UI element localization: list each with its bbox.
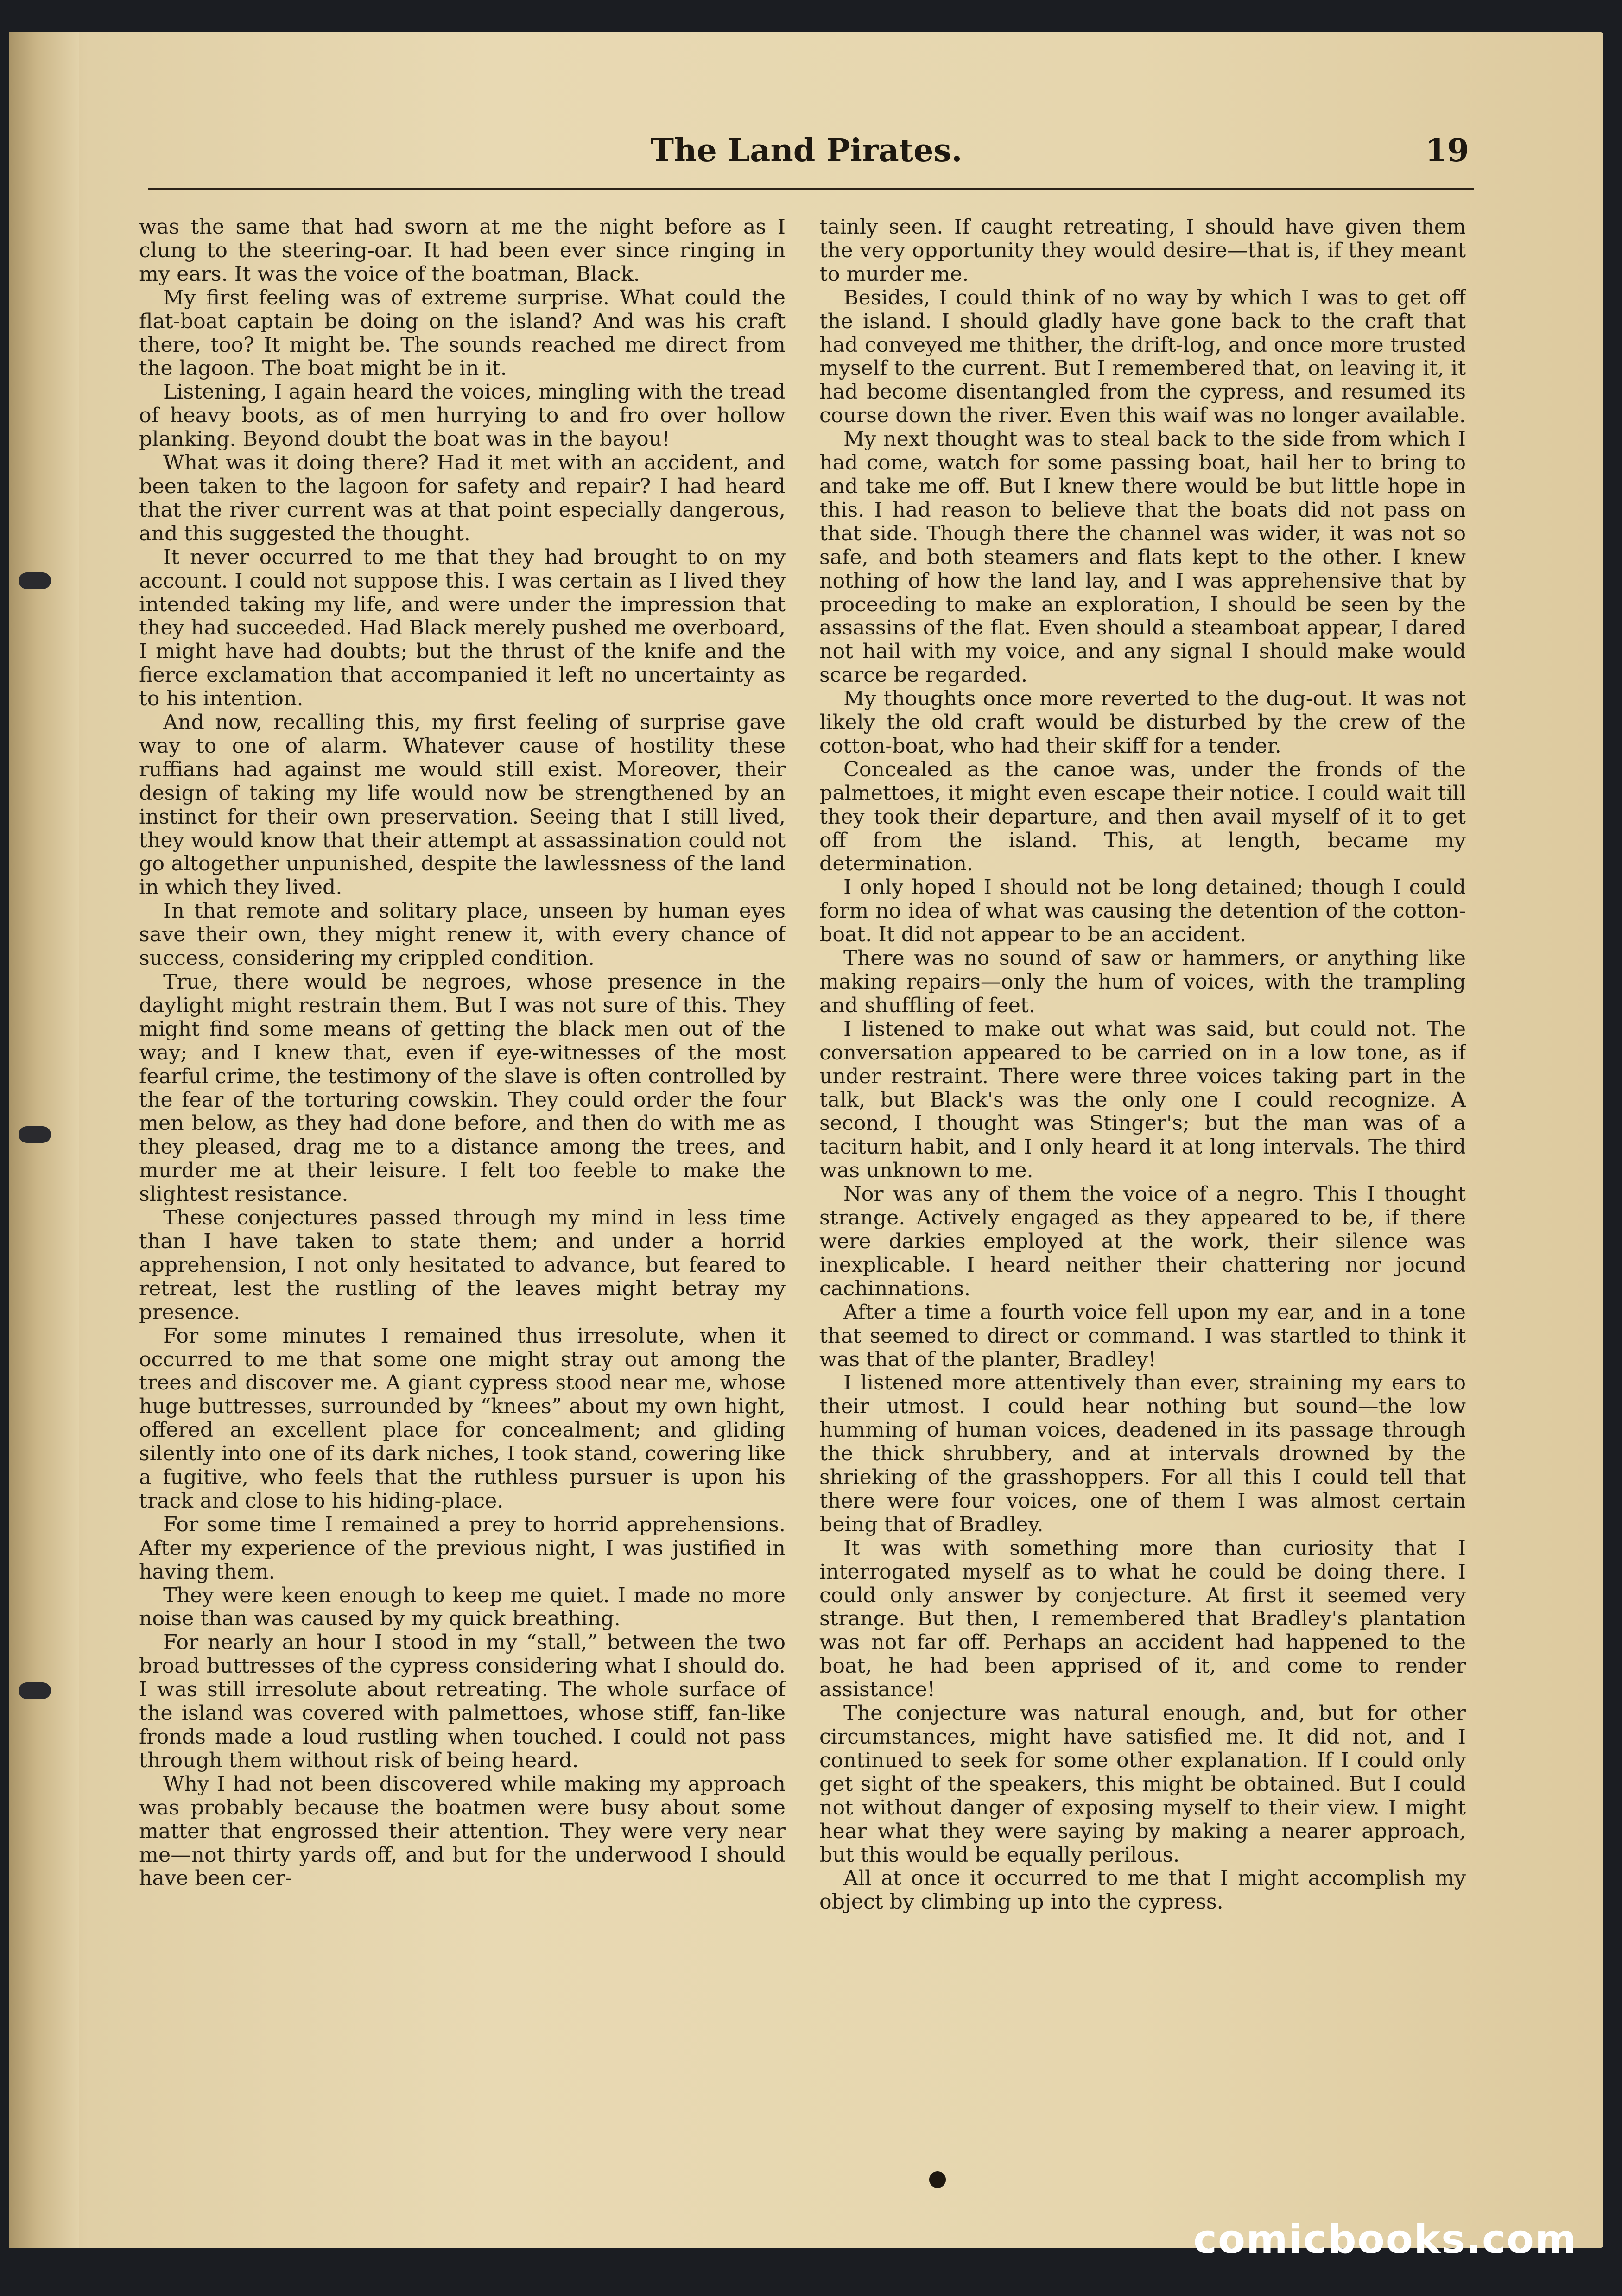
paragraph: What was it doing there? Had it met with an accident, and been taken to the lagoon for safety and repair? I had heard that the river current was at that point especially dangerous, and this suggested the thought. (139, 451, 786, 545)
paragraph: The conjecture was natural enough, and, but for other circumstances, might have satisfied me. It did not, and I continued to seek for some other explanation. If I could only get sight of the speakers, this might be obtained. But I could not without danger of exposing myself to their view. I might hear what they were saying by making a nearer approach, but this would be equally perilous. (819, 1701, 1466, 1867)
paragraph: Nor was any of them the voice of a negro. This I thought strange. Actively engaged as they appeared to be, if there were darkies employed at the work, their silence was inexplicable. I heard neither their chattering nor jocund cachinnations. (819, 1182, 1466, 1300)
paragraph: My next thought was to steal back to the side from which I had come, watch for some passing boat, hail her to bring to and take me off. But I knew there would be but little hope in this. I had reason to believe that the boats did not pass on that side. Though there the channel was wider, it was not so safe, and both steamers and flats kept to the other. I knew nothing of how the land lay, and I was apprehensive that by proceeding to make an exploration, I should be seen by the assassins of the flat. Even should a steamboat appear, I dared not hail with my voice, and any signal I should make would scarce be regarded. (819, 427, 1466, 687)
left-column (139, 216, 786, 2148)
paragraph: For some time I remained a prey to horrid apprehensions. After my experience of the previous night, I was justified in having them. (139, 1512, 786, 1584)
paragraph: was the same that had sworn at me the night before as I clung to the steering-oar. It had been ever since ringing in my ears. It was the voice of the boatman, Black. (139, 216, 786, 286)
page-number: 19 (1425, 132, 1469, 169)
paragraph: Concealed as the canoe was, under the fronds of the palmettoes, it might even escape their notice. I could wait till they took their departure, and then avail myself of it to get off from the island. This, at length, became my determination. (819, 757, 1466, 876)
paragraph: Why I had not been discovered while making my approach was probably because the boatmen were busy about some matter that engrossed their attention. They were very near me—not thirty yards off, and but for the underwood I should have been cer- (139, 1772, 786, 1890)
paragraph: My first feeling was of extreme surprise. What could the flat-boat captain be doing on the island? And was his craft there, too? It might be. The sounds reached me direct from the lagoon. The boat might be in it. (139, 285, 786, 381)
paragraph: Besides, I could think of no way by which I was to get off the island. I should gladly have gone back to the craft that had conveyed me thither, the drift-log, and once more trusted myself to the current. But I remembered that, on leaving it, it had become disentangled from the cypress, and resumed its course down the river. Even this waif was no longer available. (819, 285, 1466, 428)
paragraph: There was no sound of saw or hammers, or anything like making repairs—only the hum of voices, with the trampling and shuffling of feet. (819, 946, 1466, 1017)
paragraph: I listened to make out what was said, but could not. The conversation appeared to be carried on in a low tone, as if under restraint. There were three voices taking part in the talk, but Black's was the only one I could recognize. A second, I thought was Stinger's; but the man was of a taciturn habit, and I only heard it at long intervals. The third was unknown to me. (819, 1017, 1466, 1183)
paragraph: In that remote and solitary place, unseen by human eyes save their own, they might renew it, with every chance of success, considering my crippled condition. (139, 899, 786, 970)
paragraph: I only hoped I should not be long detained; though I could form no idea of what was causing the detention of the cotton-boat. It did not appear to be an accident. (819, 875, 1466, 947)
header-rule (148, 188, 1474, 190)
paragraph: It was with something more than curiosity that I interrogated myself as to what he could be doing there. I could only answer by conjecture. At first it seemed very strange. But then, I remembered that Bradley's plantation was not far off. Perhaps an accident had happened to the boat, he had been apprised of it, and come to render assistance! (819, 1536, 1466, 1702)
paragraph: For some minutes I remained thus irresolute, when it occurred to me that some one might stray out among the trees and discover me. A giant cypress stood near me, whose huge buttresses, surrounded by “knees” about my own hight, offered an excellent place for concealment; and gliding silently into one of its dark niches, I took stand, cowering like a fugitive, who feels that the ruthless pursuer is upon his track and close to his hiding-place. (139, 1324, 786, 1513)
watermark: comicbooks.com (1193, 2216, 1578, 2263)
printer-ornament (929, 2171, 946, 2188)
paragraph: For nearly an hour I stood in my “stall,” between the two broad buttresses of the cypress considering what I should do. I was still irresolute about retreating. The whole surface of the island was covered with palmettoes, whose stiff, fan-like fronds made a loud rustling when touched. I could not pass through them without risk of being heard. (139, 1630, 786, 1772)
right-column (819, 216, 1466, 2148)
running-header (139, 127, 1474, 178)
paragraph: These conjectures passed through my mind in less time than I have taken to state them; and under a horrid apprehension, I not only hesitated to advance, but feared to retreat, lest the rustling of the leaves might betray my presence. (139, 1206, 786, 1324)
paragraph: All at once it occurred to me that I might accomplish my object by climbing up into the cypress. (819, 1866, 1466, 1914)
paragraph: I listened more attentively than ever, straining my ears to their utmost. I could hear nothing but sound—the low humming of human voices, deadened in its passage through the thick shrubbery, and at intervals drowned by the shrieking of the grasshoppers. For all this I could tell that there were four voices, one of them I was almost certain being that of Bradley. (819, 1371, 1466, 1536)
paragraph: And now, recalling this, my first feeling of surprise gave way to one of alarm. Whatever cause of hostility these ruffians had against me would still exist. Moreover, their design of taking my life would now be strengthened by an instinct for their own preservation. Seeing that I still lived, they would know that their attempt at assassination could not go altogether unpunished, despite the lawlessness of the land in which they lived. (139, 710, 786, 900)
paragraph: After a time a fourth voice fell upon my ear, and in a tone that seemed to direct or command. I was startled to think it was that of the planter, Bradley! (819, 1300, 1466, 1371)
paragraph: Listening, I again heard the voices, mingling with the tread of heavy boots, as of men hurrying to and fro over hollow planking. Beyond doubt the boat was in the bayou! (139, 380, 786, 451)
staple (19, 572, 51, 589)
paragraph: It never occurred to me that they had brought to on my account. I could not suppose this. I was certain as I lived they intended taking my life, and were under the impression that they had succeeded. Had Black merely pushed me overboard, I might have had doubts; but the thrust of the knife and the fierce exclamation that accompanied it left no uncertainty as to his intention. (139, 545, 786, 711)
paragraph: My thoughts once more reverted to the dug-out. It was not likely the old craft would be disturbed by the crew of the cotton-boat, who had their skiff for a tender. (819, 687, 1466, 758)
paragraph: They were keen enough to keep me quiet. I made no more noise than was caused by my quick breathing. (139, 1583, 786, 1631)
running-title: The Land Pirates. (650, 132, 963, 169)
staple (19, 1126, 51, 1143)
paragraph: tainly seen. If caught retreating, I should have given them the very opportunity they would desire—that is, if they meant to murder me. (819, 216, 1466, 286)
staple (19, 1682, 51, 1699)
paragraph: True, there would be negroes, whose presence in the daylight might restrain them. But I was not sure of this. They might find some means of getting the black men out of the way; and I knew that, even if eye-witnesses of the most fearful crime, the testimony of the slave is often controlled by the fear of the torturing cowskin. They could order the four men below, as they had done before, and then do with me as they pleased, drag me to a distance among the trees, and murder me at their leisure. I felt too feeble to make the slightest resistance. (139, 970, 786, 1206)
